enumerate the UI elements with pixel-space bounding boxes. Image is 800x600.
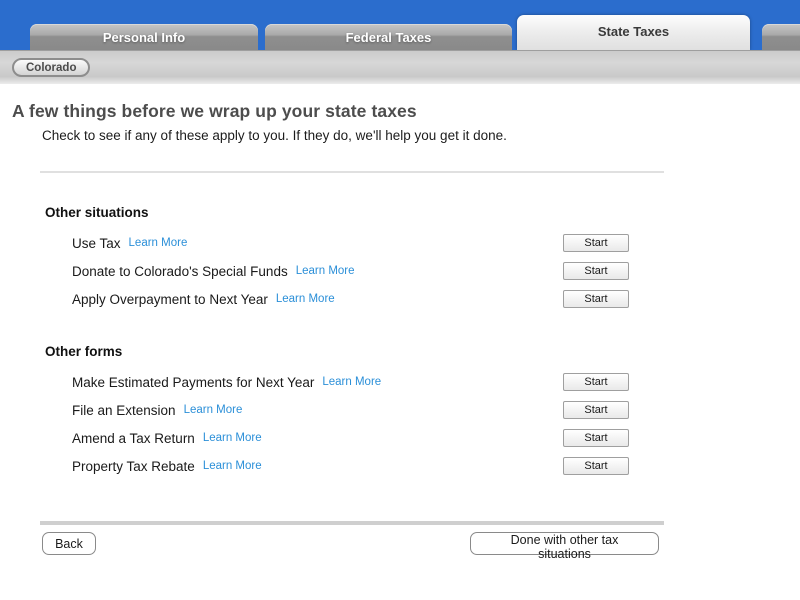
list-item [0,257,800,285]
list-item [0,396,800,424]
top-divider [40,171,664,173]
bottom-divider [40,521,664,525]
section [0,205,800,313]
page-title: A few things before we wrap up your state taxes [12,101,417,121]
start-button[interactable]: Start [563,262,629,280]
main-content [0,84,800,600]
item-label: Property Tax Rebate [72,458,195,474]
list-item [0,452,800,480]
list-item [0,424,800,452]
start-button[interactable]: Start [563,429,629,447]
tab-personal-info[interactable] [30,24,258,50]
page-subtitle: Check to see if any of these apply to you. If they do, we'll help you get it done. [42,128,507,143]
section-heading: Other forms [45,344,123,359]
start-button[interactable]: Start [563,373,629,391]
learn-more-link[interactable]: Learn More [202,460,262,472]
list-item [0,229,800,257]
done-with-other-tax-situations-button[interactable]: Done with other tax situations [470,532,659,555]
tab-partial-right[interactable] [762,24,800,50]
section-rows [0,229,800,313]
start-button[interactable]: Start [563,401,629,419]
item-label: File an Extension [72,402,176,418]
learn-more-link[interactable]: Learn More [322,376,382,388]
start-button[interactable]: Start [563,457,629,475]
sections-container [0,205,800,480]
tab-label: Federal Taxes [345,30,432,45]
item-label: Amend a Tax Return [72,430,195,446]
item-label: Donate to Colorado's Special Funds [72,263,288,279]
top-navigation-bar [0,0,800,50]
list-item [0,285,800,313]
learn-more-link[interactable]: Learn More [275,293,335,305]
item-label: Make Estimated Payments for Next Year [72,374,315,390]
tab-label: Personal Info [102,30,186,45]
start-button[interactable]: Start [563,290,629,308]
back-button[interactable]: Back [42,532,96,555]
learn-more-link[interactable]: Learn More [202,432,262,444]
item-label: Use Tax [72,235,121,251]
tab-federal-taxes[interactable] [265,24,512,50]
list-item [0,368,800,396]
start-button[interactable]: Start [563,234,629,252]
section-heading: Other situations [45,205,149,220]
tab-label: State Taxes [597,24,670,39]
learn-more-link[interactable]: Learn More [183,404,243,416]
state-bar [0,50,800,84]
state-badge: Colorado [12,58,90,77]
section-rows [0,368,800,480]
learn-more-link[interactable]: Learn More [128,237,188,249]
tab-state-taxes[interactable] [517,15,750,50]
item-label: Apply Overpayment to Next Year [72,291,268,307]
learn-more-link[interactable]: Learn More [295,265,355,277]
section [0,344,800,480]
